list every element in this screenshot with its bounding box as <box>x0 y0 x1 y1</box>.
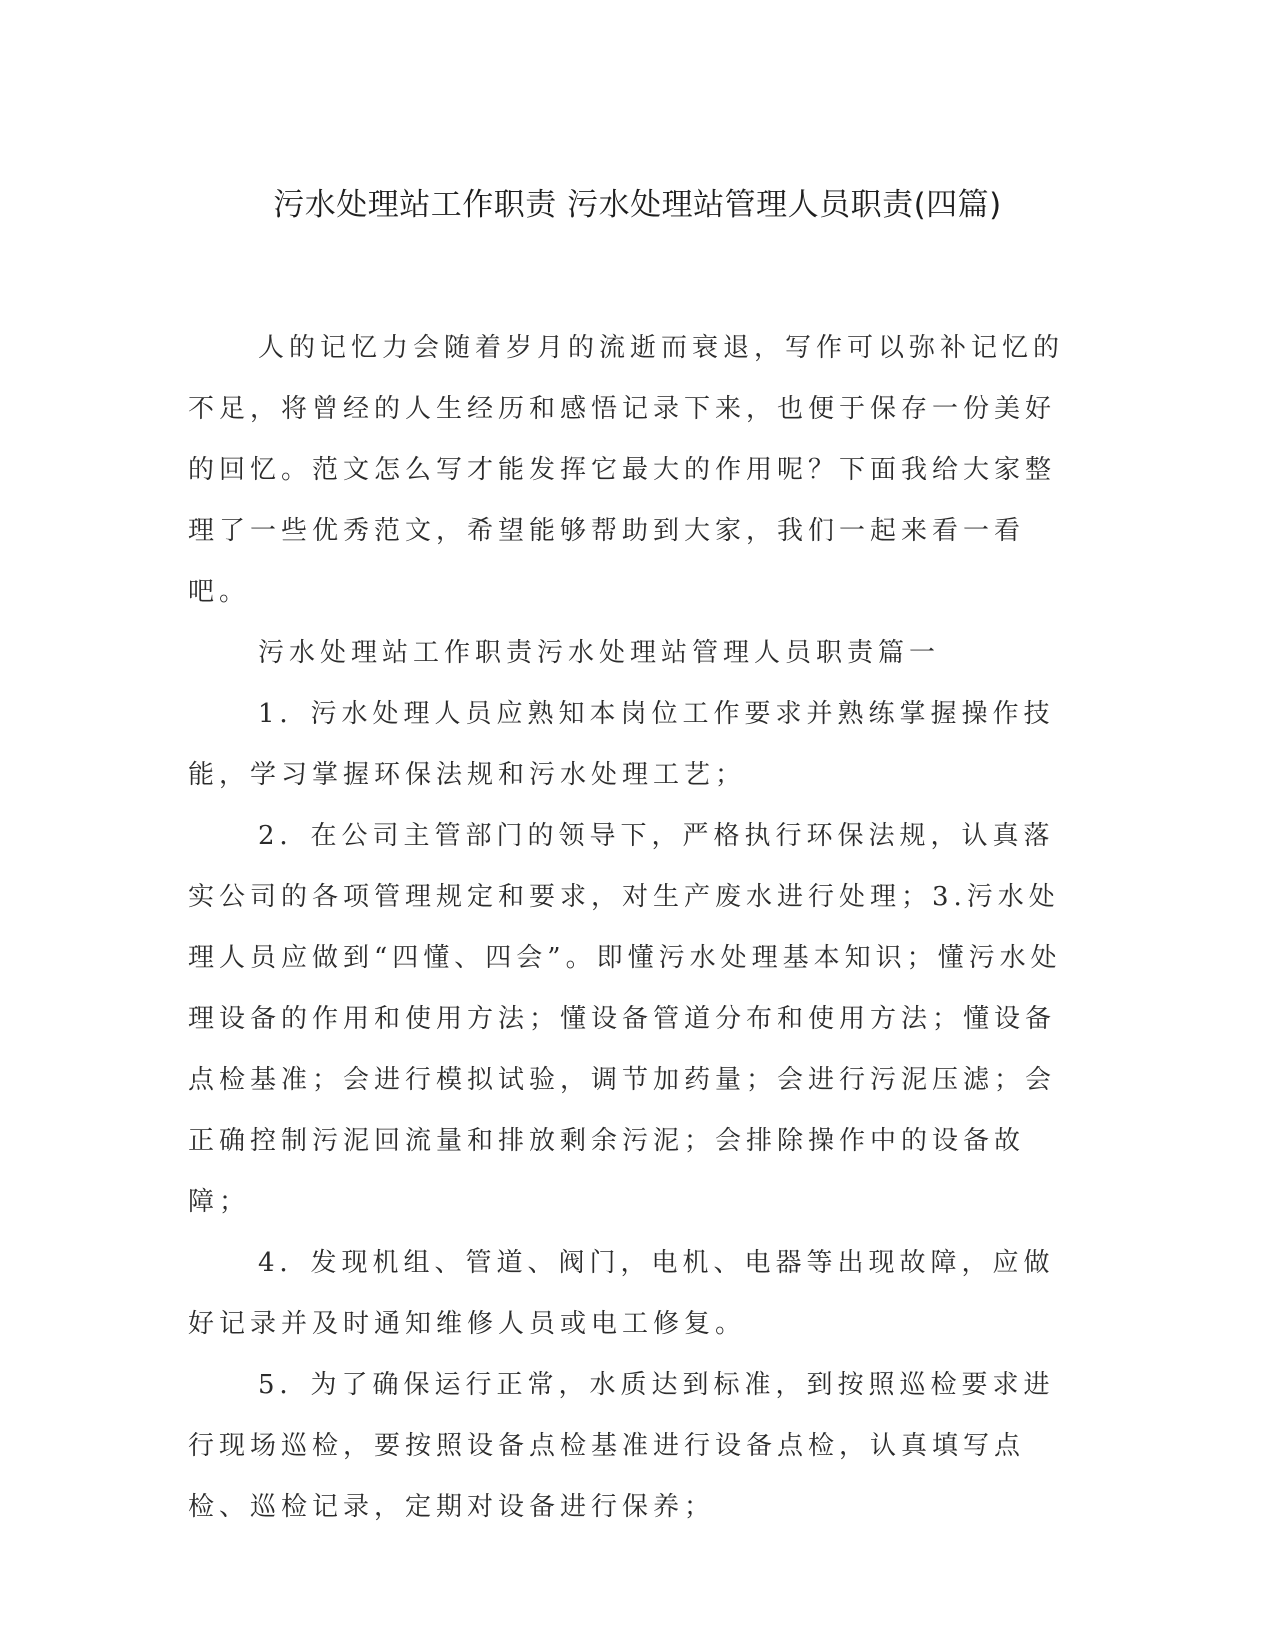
duty-item-1: 1．污水处理人员应熟知本岗位工作要求并熟练掌握操作技能，学习掌握环保法规和污水处理工艺； <box>188 699 1055 790</box>
document-title: 污水处理站工作职责 污水处理站管理人员职责(四篇) <box>273 187 1002 223</box>
duty-item-4: 4．发现机组、管道、阀门，电机、电器等出现故障，应做好记录并及时通知维修人员或电工修复。 <box>188 1248 1055 1339</box>
intro-paragraph: 人的记忆力会随着岁月的流逝而衰退，写作可以弥补记忆的不足，将曾经的人生经历和感悟记录下来，也便于保存一份美好的回忆。范文怎么写才能发挥它最大的作用呢？下面我给大家整理了一些优秀范文，希望能够帮助到大家，我们一起来看一看吧。 <box>188 333 1065 607</box>
section-heading: 污水处理站工作职责污水处理站管理人员职责篇一 <box>258 638 941 668</box>
duty-item-5: 5．为了确保运行正常，水质达到标准，到按照巡检要求进行现场巡检，要按照设备点检基准进行设备点检，认真填写点检、巡检记录，定期对设备进行保养； <box>188 1370 1055 1522</box>
document-body <box>188 318 1078 1538</box>
duty-item-2: 2．在公司主管部门的领导下，严格执行环保法规，认真落实公司的各项管理规定和要求，对生产废水进行处理；3.污水处理人员应做到“四懂、四会”。即懂污水处理基本知识；懂污水处理设备的作用和使用方法；懂设备管道分布和使用方法；懂设备点检基准；会进行模拟试验，调节加药量；会进行污泥压滤；会正确控制污泥回流量和排放剩余污泥；会排除操作中的设备故障； <box>188 821 1062 1217</box>
